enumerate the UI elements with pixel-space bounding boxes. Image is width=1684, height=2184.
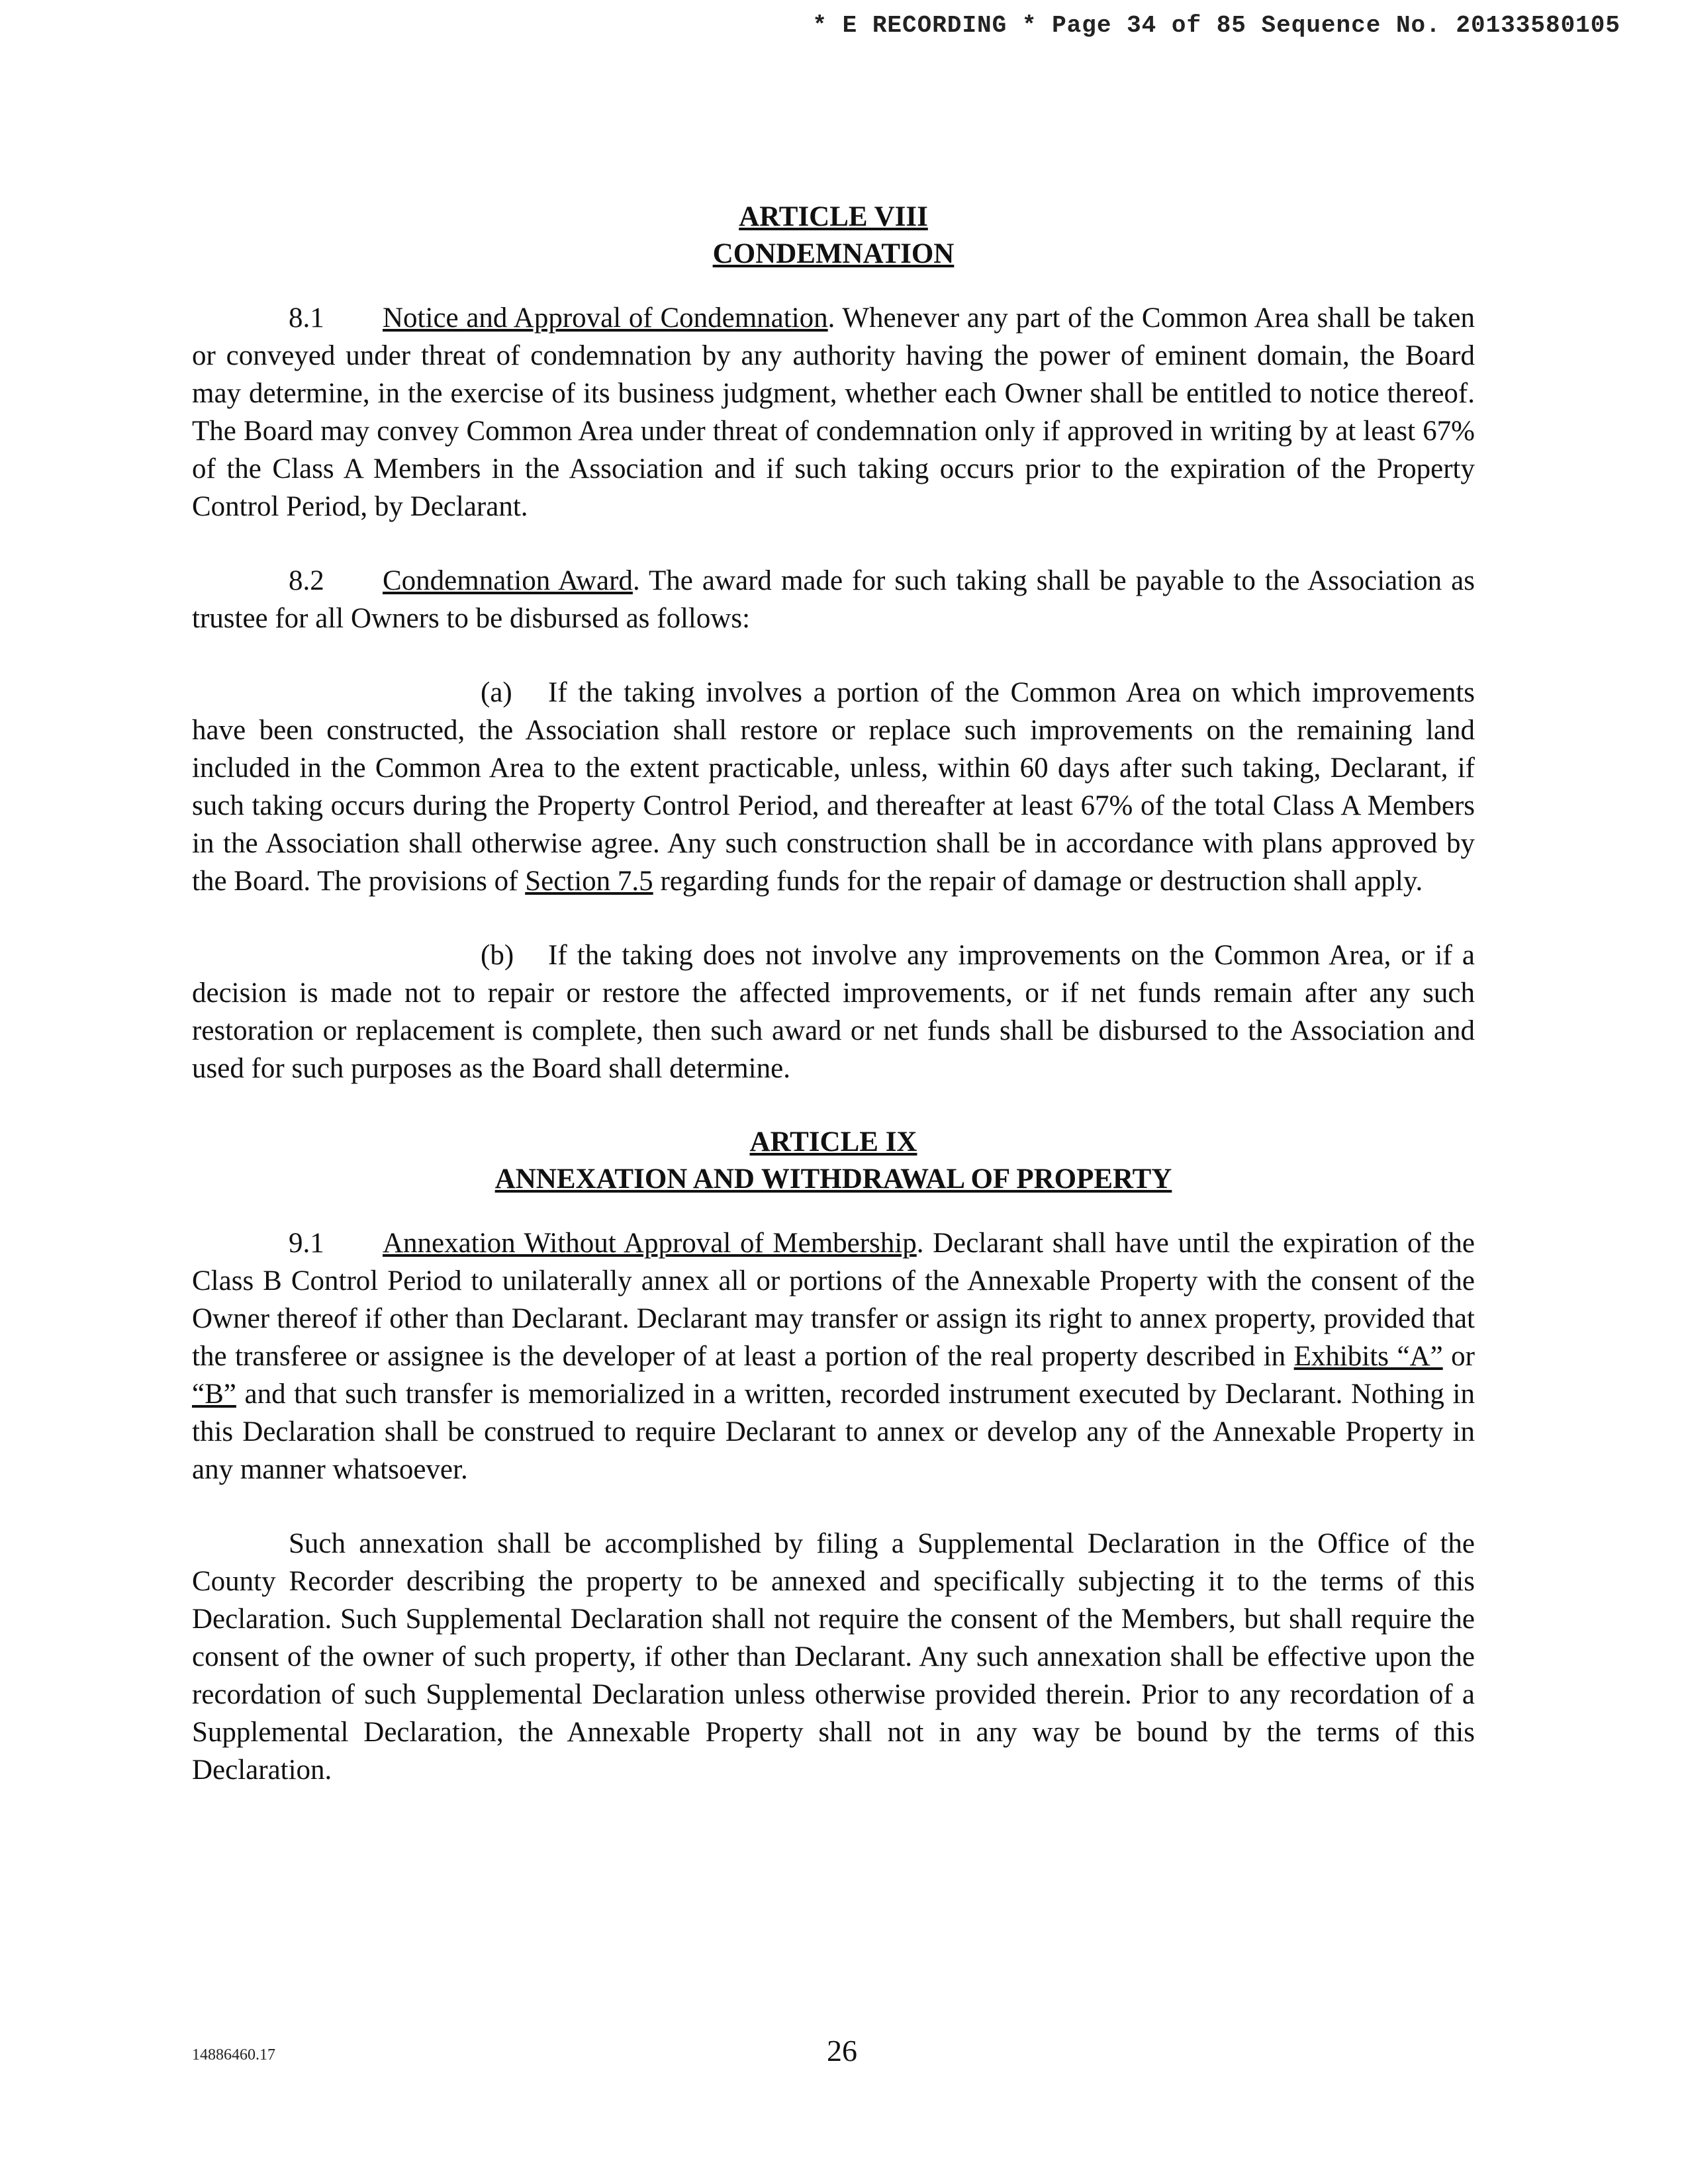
- section-text: . The award made for such taking shall be payable to the Association as trustee for all Owners to be disbursed as follows:: [192, 565, 1475, 634]
- section-heading: Annexation Without Approval of Membership: [383, 1228, 917, 1259]
- section-text: . Whenever any part of the Common Area shall be taken or conveyed under threat of condemnation by any authority having the power of eminent domain, the Board may determine, in the exercise of its business judgment, whether each Owner shall be entitled to notice thereof. The Board may convey Common Area under threat of condemnation only if approved in writing by at least 67% of the Class A Members in the Association and if such taking occurs prior to the expiration of the Property Control Period, by Declarant.: [192, 302, 1475, 522]
- section-text-end: and that such transfer is memorialized in a written, recorded instrument executed by Declarant. Nothing in this Declaration shall be construed to require Declarant to annex or develop any of the Annexable Property in any manner whatsoever.: [192, 1379, 1475, 1485]
- section-9-1: [192, 1224, 1475, 1488]
- section-number: 9.1: [289, 1228, 324, 1259]
- subsection-text: If the taking involves a portion of the Common Area on which improvements have been constructed, the Association shall restore or replace such improvements on the remaining land included in the Common Area to the extent practicable, unless, within 60 days after such taking, Declarant, if such taking occurs during the Property Control Period, and thereafter at least 67% of the total Class A Members in the Association shall otherwise agree. Any such construction shall be in accordance with plans approved by the Board. The provisions of: [192, 677, 1475, 897]
- subsection-a: [192, 674, 1475, 900]
- section-text-mid: or: [1442, 1341, 1475, 1372]
- document-id: 14886460.17: [192, 2046, 275, 2064]
- document-body: [192, 199, 1475, 1825]
- annexation-paragraph: Such annexation shall be accomplished by filing a Supplemental Declaration in the Office of the County Recorder describing the property to be annexed and specifically subjecting it to the terms of this Declaration. Such Supplemental Declaration shall not require the consent of the Members, but shall require the consent of the owner of such property, if other than Declarant. Any such annexation shall be effective upon the recordation of such Supplemental Declaration unless otherwise provided therein. Prior to any recordation of a Supplemental Declaration, the Annexable Property shall not in any way be bound by the terms of this Declaration.: [192, 1528, 1475, 1786]
- subsection-text-end: regarding funds for the repair of damage or destruction shall apply.: [653, 866, 1423, 897]
- subsection-label: (b): [481, 940, 514, 971]
- section-8-2: [192, 562, 1475, 637]
- section-number: 8.1: [289, 302, 324, 334]
- section-heading: Condemnation Award: [383, 565, 633, 596]
- page-number: 26: [827, 2034, 857, 2068]
- exhibit-a-reference: Exhibits “A”: [1293, 1341, 1443, 1372]
- section-text: . Declarant shall have until the expiration of the Class B Control Period to unilaterally annex all or portions of the Annexable Property with the consent of the Owner thereof if other than Declarant. Declarant may transfer or assign its right to annex property, provided that the transferee or assignee is the developer of at least a portion of the real property described in: [192, 1228, 1475, 1372]
- exhibit-b-reference: “B”: [192, 1379, 236, 1410]
- article-number: ARTICLE IX: [749, 1126, 917, 1158]
- section-8-1: [192, 299, 1475, 525]
- subsection-label: (a): [481, 677, 512, 708]
- subsection-b: [192, 936, 1475, 1087]
- article-9-heading: [192, 1124, 1475, 1198]
- section-number: 8.2: [289, 565, 324, 596]
- article-title: ANNEXATION AND WITHDRAWAL OF PROPERTY: [494, 1163, 1172, 1195]
- recording-header: * E RECORDING * Page 34 of 85 Sequence No. 20133580105: [812, 12, 1620, 39]
- article-8-heading: [192, 199, 1475, 273]
- article-title: CONDEMNATION: [712, 238, 955, 269]
- article-number: ARTICLE VIII: [739, 201, 928, 232]
- section-heading: Notice and Approval of Condemnation: [383, 302, 828, 334]
- subsection-text: If the taking does not involve any improvements on the Common Area, or if a decision is made not to repair or restore the affected improvements, or if net funds remain after any such restoration or replacement is complete, then such award or net funds shall be disbursed to the Association and used for such purposes as the Board shall determine.: [192, 940, 1475, 1084]
- section-reference-link: Section 7.5: [525, 866, 653, 897]
